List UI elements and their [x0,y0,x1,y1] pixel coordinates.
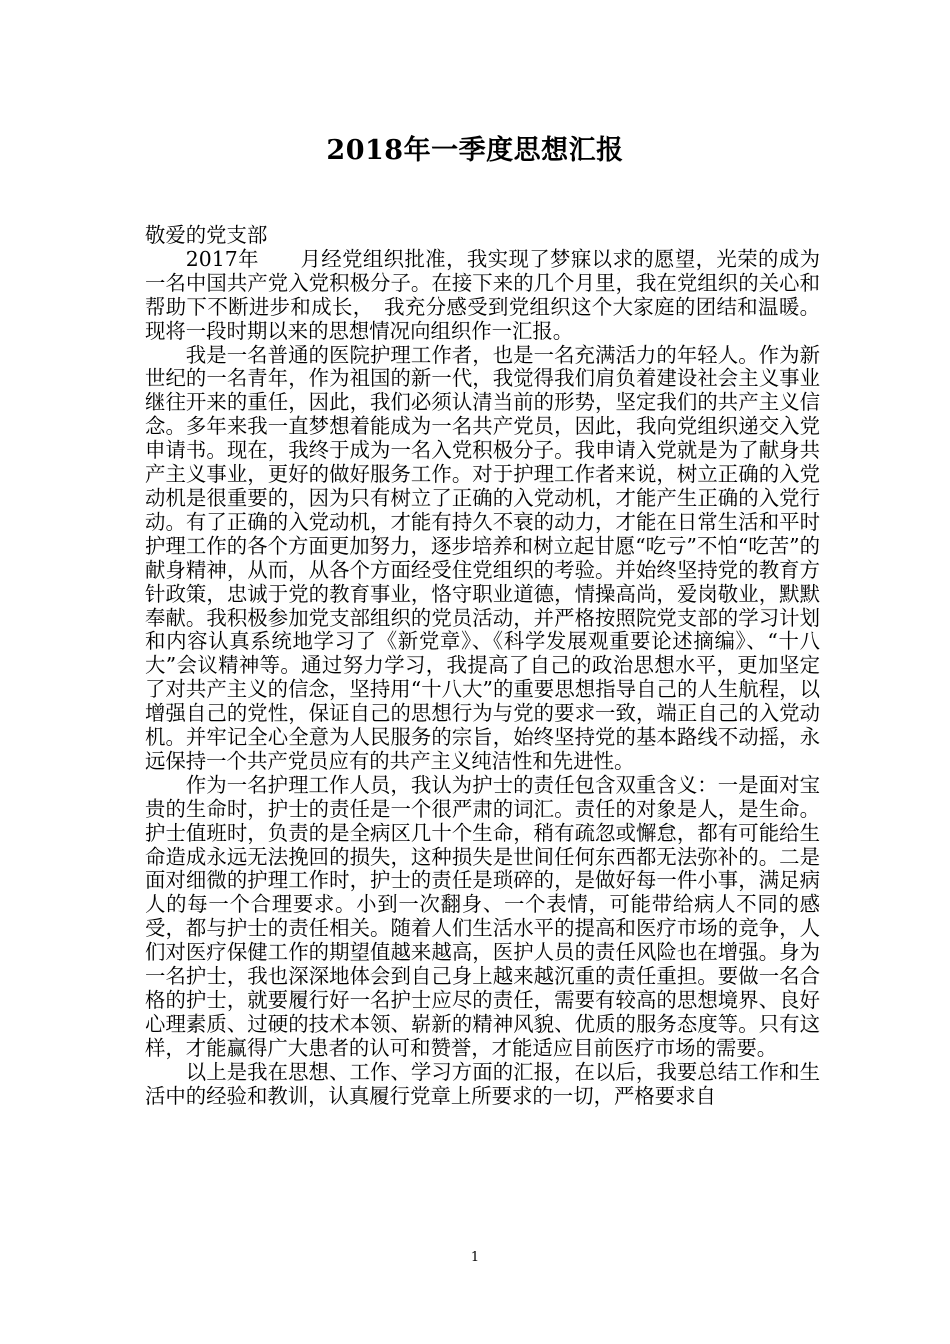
paragraph-3: 作为一名护理工作人员，我认为护士的责任包含双重含义：一是面对宝贵的生命时，护士的责任是一个很严肃的词汇。责任的对象是人，是生命。护士值班时，负责的是全病区几十个生命，稍有疏忽或懈怠，都有可能给生命造成永远无法挽回的损失，这种损失是世间任何东西都无法弥补的。二是面对细微的护理工作时，护士的责任是琐碎的，是做好每一件小事，满足病人的每一个合理要求。小到一次翻身、一个表情，可能带给病人不同的感受，都与护士的责任相关。随着人们生活水平的提高和医疗市场的竞争，人们对医疗保健工作的期望值越来越高，医护人员的责任风险也在增强。身为一名护士，我也深深地体会到自己身上越来越沉重的责任重担。要做一名合格的护士，就要履行好一名护士应尽的责任，需要有较高的思想境界、良好心理素质、过硬的技术本领、崭新的精神风貌、优质的服务态度等。只有这样，才能赢得广大患者的认可和赞誉，才能适应目前医疗市场的需要。 [145,772,820,1060]
salutation: 敬爱的党支部 [145,223,268,247]
document-body [145,224,820,1109]
paragraph-2: 我是一名普通的医院护理工作者，也是一名充满活力的年轻人。作为新世纪的一名青年，作为祖国的新一代，我觉得我们肩负着建设社会主义事业继往开来的重任，因此，我们必须认清当前的形势，坚定我们的共产主义信念。多年来我一直梦想着能成为一名共产党员，因此，我向党组织递交入党申请书。现在，我终于成为一名入党积极分子。我申请入党就是为了献身共产主义事业，更好的做好服务工作。对于护理工作者来说，树立正确的入党动机是很重要的，因为只有树立了正确的入党动机，才能产生正确的入党行动。有了正确的入党动机，才能有持久不衰的动力，才能在日常生活和平时护理工作的各个方面更加努力，逐步培养和树立起甘愿“吃亏”不怕“吃苦”的献身精神，从而，从各个方面经受住党组织的考验。并始终坚持党的教育方针政策，忠诚于党的教育事业，恪守职业道德，情操高尚，爱岗敬业，默默奉献。我积极参加党支部组织的党员活动，并严格按照院党支部的学习计划和内容认真系统地学习了《新党章》、《科学发展观重要论述摘编》、“十八大”会议精神等。通过努力学习，我提高了自己的政治思想水平，更加坚定了对共产主义的信念，坚持用“十八大”的重要思想指导自己的人生航程，以增强自己的党性，保证自己的思想行为与党的要求一致，端正自己的入党动机。并牢记全心全意为人民服务的宗旨，始终坚持党的基本路线不动摇，永远保持一个共产党员应有的共产主义纯洁性和先进性。 [145,342,820,773]
paragraph-4: 以上是我在思想、工作、学习方面的汇报，在以后，我要总结工作和生活中的经验和教训，认真履行党章上所要求的一切，严格要求自 [145,1059,820,1108]
page-number: 1 [470,1250,480,1265]
paragraph-1: 2017年 月经党组织批准，我实现了梦寐以求的愿望，光荣的成为一名中国共产党入党积极分子。在接下来的几个月里，我在党组织的关心和帮助下不断进步和成长， 我充分感受到党组织这个大家庭的团结和温暖。现将一段时期以来的思想情况向组织作一汇报。 [145,246,820,343]
document-title: 2018年一季度思想汇报 [326,135,624,166]
